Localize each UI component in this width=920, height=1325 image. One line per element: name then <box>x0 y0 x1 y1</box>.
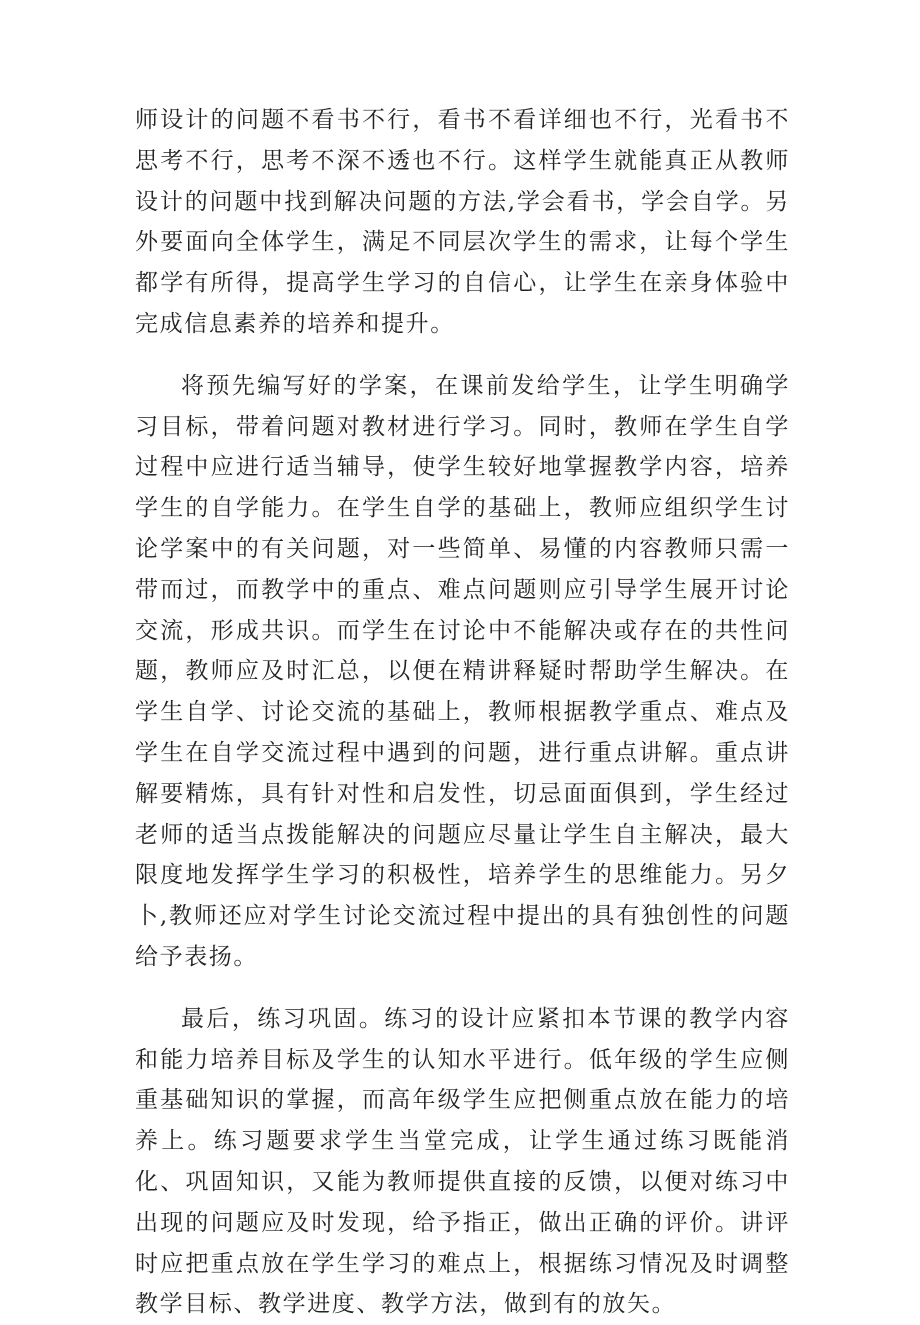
paragraph-continuation: 师设计的问题不看书不行，看书不看详细也不行，光看书不思考不行，思考不深不透也不行。这样学生就能真正从教师设计的问题中找到解决问题的方法,学会看书，学会自学。另外要面向全体学生，满足不同层次学生的需求，让每个学生都学有所得，提高学生学习的自信心，让学生在亲身体验中完成信息素养的培养和提升。 <box>135 107 790 337</box>
document-body <box>135 100 790 1325</box>
paragraph-study-guide: 将预先编写好的学案，在课前发给学生，让学生明确学习目标，带着问题对教材进行学习。同时，教师在学生自学过程中应进行适当辅导，使学生较好地掌握教学内容，培养学生的自学能力。在学生自学的基础上，教师应组织学生讨论学案中的有关问题，对一些简单、易懂的内容教师只需一带而过，而教学中的重点、难点问题则应引导学生展开讨论交流，形成共识。而学生在讨论中不能解决或存在的共性问题，教师应及时汇总，以便在精讲释疑时帮助学生解决。在学生自学、讨论交流的基础上，教师根据教学重点、难点及学生在自学交流过程中遇到的问题，进行重点讲解。重点讲解要精炼，具有针对性和启发性，切忌面面俱到，学生经过老师的适当点拨能解决的问题应尽量让学生自主解决，最大限度地发挥学生学习的积极性，培养学生的思维能力。另夕卜,教师还应对学生讨论交流过程中提出的具有独创性的问题给予表扬。 <box>135 372 790 970</box>
paragraph-practice: 最后，练习巩固。练习的设计应紧扣本节课的教学内容和能力培养目标及学生的认知水平进行。低年级的学生应侧重基础知识的掌握，而高年级学生应把侧重点放在能力的培养上。练习题要求学生当堂完成，让学生通过练习既能消化、巩固知识，又能为教师提供直接的反馈，以便对练习中出现的问题应及时发现，给予指正，做出正确的评价。讲评时应把重点放在学生学习的难点上，根据练习情况及时调整教学目标、教学进度、教学方法，做到有的放矢。 <box>135 1005 790 1318</box>
